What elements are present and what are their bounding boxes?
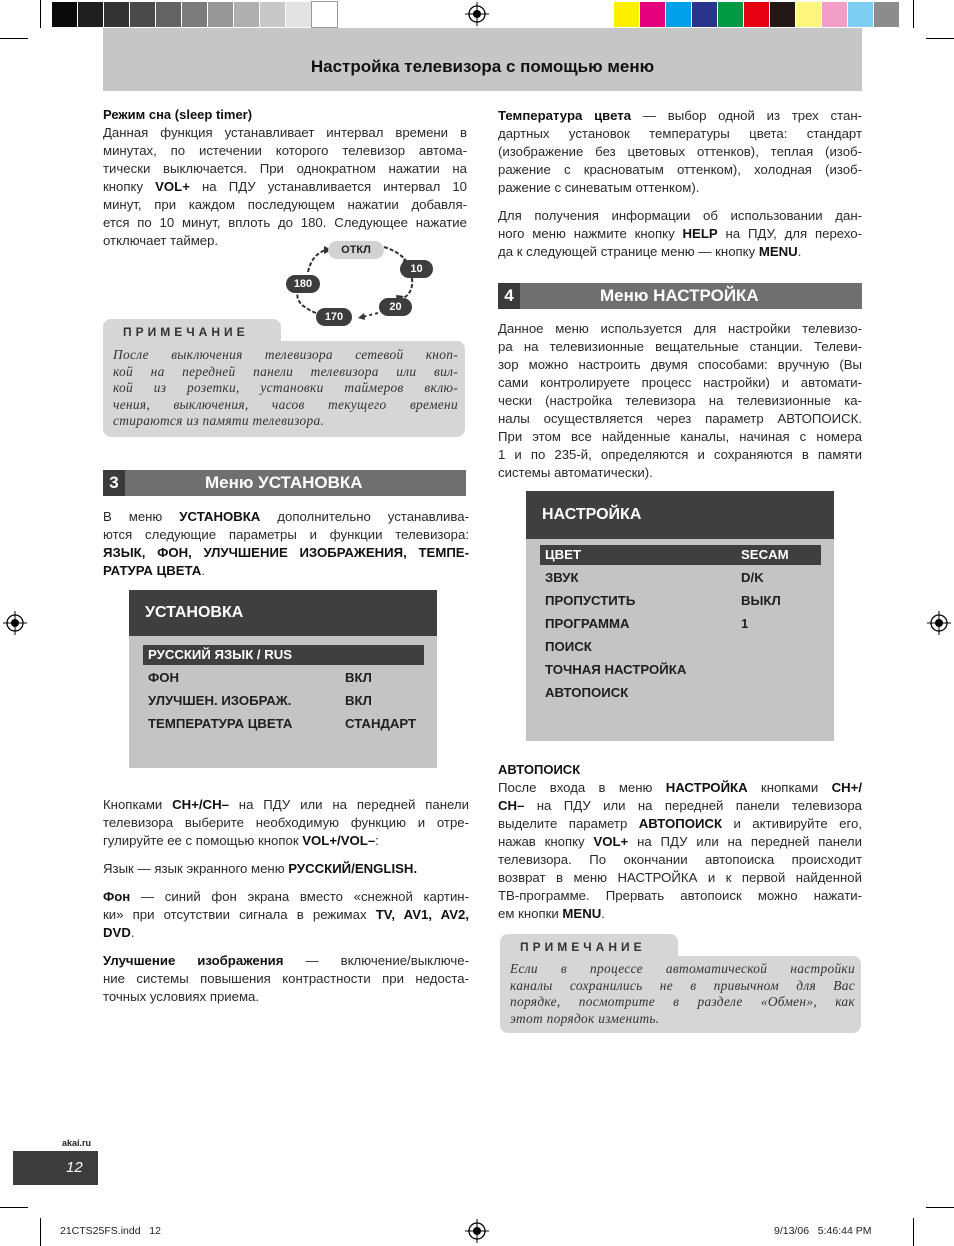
text-line: гулируйте ее с помощью кнопок VOL+/VOL–: (103, 833, 379, 848)
timer-10-pill: 10 (400, 260, 433, 278)
osd-row-value: ВЫКЛ (741, 593, 781, 608)
osd-menu-row[interactable] (540, 637, 821, 657)
registration-mark-icon (3, 611, 27, 635)
osd-row-label: ПРОПУСТИТЬ (545, 593, 636, 608)
osd-title: НАСТРОЙКА (526, 491, 834, 539)
crop-mark (0, 1207, 28, 1208)
text-line: чески (настройка телевизора на телевизионные ка- (498, 393, 862, 408)
note-label: ПРИМЕЧАНИЕ (103, 319, 281, 345)
tuning-osd-screen (526, 491, 834, 741)
text-line: ражение с красноватым оттенком), холодная (изоб- (498, 162, 862, 177)
text-line: Данное меню используется для настройки телевизо- (498, 321, 862, 336)
text-line: РАТУРА ЦВЕТА. (103, 563, 205, 578)
crop-mark (0, 38, 28, 39)
timer-20-pill: 20 (379, 298, 412, 316)
registration-mark-icon (465, 2, 489, 26)
color-swatch (692, 2, 717, 27)
section-4-bar (498, 283, 862, 309)
color-swatch (286, 2, 311, 27)
note-line: После выключения телевизора сетевой кноп- (113, 347, 458, 362)
timer-180-pill: 180 (286, 275, 320, 293)
language-text (103, 860, 469, 878)
crop-mark (926, 38, 954, 39)
color-swatch (312, 2, 337, 27)
timer-170-pill: 170 (316, 308, 352, 326)
text-line: ЯЗЫК, ФОН, УЛУЧШЕНИЕ ИЗОБРАЖЕНИЯ, ТЕМПЕ- (103, 545, 469, 560)
tuning-intro (498, 320, 862, 482)
sleep-heading: Режим сна (sleep timer) (103, 107, 253, 122)
text-line: минут, при каждом последующем нажатии добавля- (103, 197, 467, 212)
registration-mark-icon (465, 1219, 489, 1243)
osd-row-value: 1 (741, 616, 749, 631)
note-label: ПРИМЕЧАНИЕ (500, 934, 678, 960)
section-title: Меню НАСТРОЙКА (600, 286, 759, 305)
text-line: тически выключается. При однократном нажатии на (103, 161, 467, 176)
osd-row-value: ВКЛ (345, 693, 372, 708)
color-swatch (614, 2, 639, 27)
section-number: 4 (498, 283, 520, 309)
text-line: отключает таймер. (103, 233, 219, 248)
page-title: Настройка телевизора с помощью меню (310, 57, 655, 76)
enhancement-text (103, 952, 469, 1006)
osd-menu-row[interactable] (540, 591, 821, 611)
color-swatch (874, 2, 899, 27)
text-line: минутах, по истечении которого телевизор автома- (103, 143, 467, 158)
color-swatch (104, 2, 129, 27)
text-line: точных условиях приема. (103, 989, 260, 1004)
file-info: 21CTS25FS.indd 12 (60, 1225, 161, 1237)
autosearch-text (498, 779, 862, 923)
color-temp-text (498, 107, 862, 197)
color-swatch (770, 2, 795, 27)
page-number-box (13, 1151, 98, 1185)
note-text (510, 961, 855, 1027)
osd-row-label: РУССКИЙ ЯЗЫК / RUS (148, 647, 293, 662)
osd-row-label: ТОЧНАЯ НАСТРОЙКА (545, 662, 687, 677)
osd-row-label: АВТОПОИСК (545, 685, 629, 700)
text-line: Кнопками CH+/CH– на ПДУ или на передней панели (103, 797, 469, 812)
text-line: ки» при отсутствии сигнала в режимах TV, AV1, AV2, (103, 907, 469, 922)
crop-mark (40, 0, 41, 28)
osd-row-value: СТАНДАРТ (345, 716, 417, 731)
background-text (103, 888, 469, 942)
color-swatch (234, 2, 259, 27)
note-line: стираются из памяти телевизора. (113, 413, 325, 428)
text-line: ного меню нажмите кнопку HELP на ПДУ, для перехо- (498, 226, 862, 241)
cycle-arrow (297, 292, 316, 313)
osd-menu-row[interactable] (540, 660, 821, 680)
registration-mark-icon (927, 611, 951, 635)
osd-menu-row[interactable] (540, 568, 821, 588)
text-line: нажав кнопку VOL+ на ПДУ или на передней панели (498, 834, 862, 849)
text-line: Улучшение изображения — включение/выключе- (103, 953, 469, 968)
text-line: выделите параметр АВТОПОИСК и активируйте его, (498, 816, 863, 831)
note-text (113, 347, 458, 430)
color-swatch (744, 2, 769, 27)
osd-menu-row[interactable] (143, 691, 424, 711)
osd-row-value: ВКЛ (345, 670, 372, 685)
text-line: После входа в меню НАСТРОЙКА кнопками CH+/ (498, 780, 862, 795)
color-swatch (260, 2, 285, 27)
text-line: зор можно настроить двумя способами: вручную (Вы (498, 357, 862, 372)
text-line: ражение с синеватым оттенком). (498, 180, 700, 195)
osd-row-label: ПРОГРАММА (545, 616, 630, 631)
osd-row-value: D/K (741, 570, 764, 585)
osd-row-label: ФОН (148, 670, 180, 685)
text-line: ются следующие параметры и функции телевизора: (103, 527, 469, 542)
text-line: При этом все найденные каналы, начиная с номера (498, 429, 862, 444)
text-line: Температура цвета — выбор одной из трех стан- (498, 108, 862, 123)
text-line: системы автоматически). (498, 465, 653, 480)
text-line: сами контролируете процесс настройки) и автомати- (498, 375, 862, 390)
help-text (498, 207, 862, 261)
text-line: ние системы повышения контрастности при недоста- (103, 971, 469, 986)
osd-row-value: SECAM (741, 547, 789, 562)
note-line: чения, выключения, часов текущего времени (113, 396, 458, 412)
print-date: 9/13/06 5:46:44 PM (774, 1225, 872, 1237)
text-line: Язык — язык экранного меню РУССКИЙ/ENGLISH. (103, 861, 418, 876)
color-swatch (182, 2, 207, 27)
text-line: Для получения информации об использовании дан- (498, 208, 862, 223)
color-swatch (796, 2, 821, 27)
autosearch-heading: АВТОПОИСК (498, 762, 581, 777)
text-line: Фон — синий фон экрана вместо «снежной картин- (103, 889, 469, 904)
color-swatch (208, 2, 233, 27)
note-line: порядке, посмотрите в разделе «Обмен», как (510, 994, 855, 1009)
timer-off-pill: ОТКЛ (328, 241, 384, 259)
osd-menu-row[interactable] (143, 645, 424, 665)
color-swatch (718, 2, 743, 27)
text-line: DVD. (103, 925, 135, 940)
osd-menu-row[interactable] (540, 683, 821, 703)
section-title: Меню УСТАНОВКА (205, 473, 363, 492)
color-swatch (822, 2, 847, 27)
note-line: Если в процессе автоматической настройки (510, 961, 855, 976)
osd-menu-row[interactable] (540, 545, 821, 565)
text-line: ем кнопки MENU. (498, 906, 605, 921)
color-swatch (52, 2, 77, 27)
text-line: В меню УСТАНОВКА дополнительно устанавлива- (103, 509, 470, 524)
crop-mark (926, 1207, 954, 1208)
osd-row-label: ТЕМПЕРАТУРА ЦВЕТА (148, 716, 293, 731)
text-line: ра на телевизионные вещательные станции. Телеви- (498, 339, 862, 354)
osd-row-label: ЦВЕТ (545, 547, 582, 562)
color-swatch (666, 2, 691, 27)
text-line: телевизора. По окончании автопоиска происходит (498, 852, 862, 867)
osd-menu-row[interactable] (540, 614, 821, 634)
text-line: (изображение без цветовых оттенков), теплая (изоб- (498, 144, 862, 159)
cycle-arrow (308, 250, 326, 272)
sleep-text (103, 124, 467, 250)
text-line: Данная функция устанавливает интервал времени в (103, 125, 467, 140)
setup-osd-screen (129, 590, 437, 768)
osd-row-label: ЗВУК (545, 570, 579, 585)
color-swatch (640, 2, 665, 27)
text-line: дартных установок температуры цвета: стандарт (498, 126, 862, 141)
setup-controls-text (103, 796, 469, 850)
osd-menu-row[interactable] (143, 714, 424, 734)
crop-mark (913, 1218, 914, 1246)
page-number: 12 (66, 1159, 83, 1176)
osd-menu-row[interactable] (143, 668, 424, 688)
text-line: возврат в меню НАСТРОЙКА и к первой найденной (498, 870, 862, 885)
section-number: 3 (103, 470, 125, 496)
color-swatch (848, 2, 873, 27)
crop-mark (913, 0, 914, 28)
crop-mark (40, 1218, 41, 1246)
note-line: кой на передней панели телевизора или вил- (113, 363, 458, 379)
color-swatch (130, 2, 155, 27)
text-line: телевизора выберите необходимую функцию и отре- (103, 815, 469, 830)
site-url: akai.ru (62, 1138, 92, 1148)
setup-intro (103, 508, 469, 580)
osd-row-label: УЛУЧШЕН. ИЗОБРАЖ. (148, 693, 292, 708)
text-line: ется по 10 минут, вплоть до 180. Следующее нажатие (103, 215, 467, 230)
note-line: каналы сохранились не в привычном для Вас (510, 977, 855, 993)
color-swatch (156, 2, 181, 27)
text-line: 1 и по 235-й, определяются и сохраняются в памяти (498, 447, 862, 462)
osd-title: УСТАНОВКА (129, 590, 437, 636)
note-line: кой из розетки, установки таймеров вклю- (113, 380, 458, 395)
section-3-bar (103, 470, 466, 496)
cycle-arrow-head (358, 313, 365, 320)
text-line: да к следующей странице меню — кнопку MENU. (498, 244, 802, 259)
note-line: этот порядок изменить. (510, 1010, 660, 1026)
text-line: CH– на ПДУ или на передней панели телевизора (498, 798, 862, 813)
osd-row-label: ПОИСК (545, 639, 592, 654)
text-line: ТВ-программе. Прервать автопоиск можно нажати- (498, 888, 862, 903)
text-line: кнопку VOL+ на ПДУ устанавливается интервал 10 (103, 179, 468, 194)
text-line: налы осуществляется через параметр АВТОПОИСК. (498, 411, 862, 426)
color-swatch (78, 2, 103, 27)
